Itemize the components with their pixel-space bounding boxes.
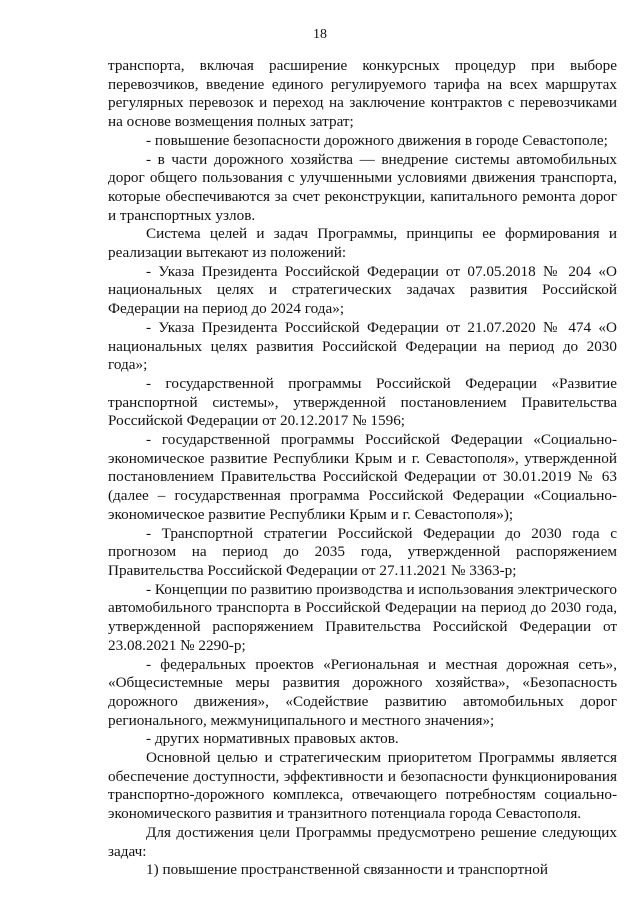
paragraph-road-safety: - повышение безопасности дорожного движения в городе Севастополе;: [146, 131, 608, 149]
paragraph-main-goal: Основной целью и стратегическим приоритетом Программы является обеспечение доступности, эффективности и безопасности функционирования транспортно-дорожного комплекса, отвечающего потребностям социально-экономического развития и транзитного потенциала города Севастополя.: [108, 749, 617, 823]
paragraph-transport-strategy: - Транспортной стратегии Российской Федерации до 2030 года с прогнозом на период до 2035 года, утвержденной распоряжением Правительства Российской Федерации от 27.11.2021 № 3363-р;: [108, 524, 617, 579]
paragraph-decree-204: - Указа Президента Российской Федерации от 07.05.2018 № 204 «О национальных целях и стратегических задачах развития Российской Федерации на период до 2024 года»;: [108, 262, 617, 318]
paragraph-tasks-intro: Для достижения цели Программы предусмотрено решение следующих задач:: [108, 823, 617, 860]
paragraph-other-acts: - других нормативных правовых актов.: [146, 730, 399, 748]
paragraph-road-economy: - в части дорожного хозяйства — внедрение системы автомобильных дорог общего пользования с улучшенными условиями движения транспорта, которые обеспечиваются за счет реконструкции, капитального ремонта дорог и транспортных узлов.: [108, 150, 617, 224]
paragraph-continuation: транспорта, включая расширение конкурсных процедур при выборе перевозчиков, введение единого регулируемого тарифа на всех маршрутах регулярных перевозок и переход на заключение контрактов с перевозчиками на основе возмещения полных затрат;: [108, 57, 617, 131]
page-number: 18: [313, 27, 327, 42]
paragraph-task-1: 1) повышение пространственной связанности и транспортной: [146, 861, 548, 879]
paragraph-transport-program: - государственной программы Российской Федерации «Развитие транспортной системы», утвержденной постановлением Правительства Российской Федерации от 20.12.2017 № 1596;: [108, 374, 617, 430]
document-body: [108, 57, 617, 880]
paragraph-federal-projects: - федеральных проектов «Региональная и местная дорожная сеть», «Общесистемные меры развития дорожного хозяйства», «Безопасность дорожного движения», «Содействие развитию автомобильных дорог регионального, межмуниципального и местного значения»;: [108, 655, 617, 729]
paragraph-crimea-program: - государственной программы Российской Федерации «Социально-экономическое развитие Республики Крым и г. Севастополя», утвержденной постановлением Правительства Российской Федерации от 30.01.2019 № 63 (далее – государственная программа Российской Федерации «Социально-экономическое развитие Республики Крым и г. Севастополя»);: [108, 431, 617, 523]
paragraph-electric-concept: - Концепции по развитию производства и использования электрического автомобильного транспорта в Российской Федерации на период до 2030 года, утвержденной распоряжением Правительства Российской Федерации от 23.08.2021 № 2290-р;: [108, 580, 617, 654]
paragraph-decree-474: - Указа Президента Российской Федерации от 21.07.2020 № 474 «О национальных целях развития Российской Федерации на период до 2030 года»;: [108, 318, 617, 374]
paragraph-system-goals: Система целей и задач Программы, принципы ее формирования и реализации вытекают из положений:: [108, 225, 617, 262]
